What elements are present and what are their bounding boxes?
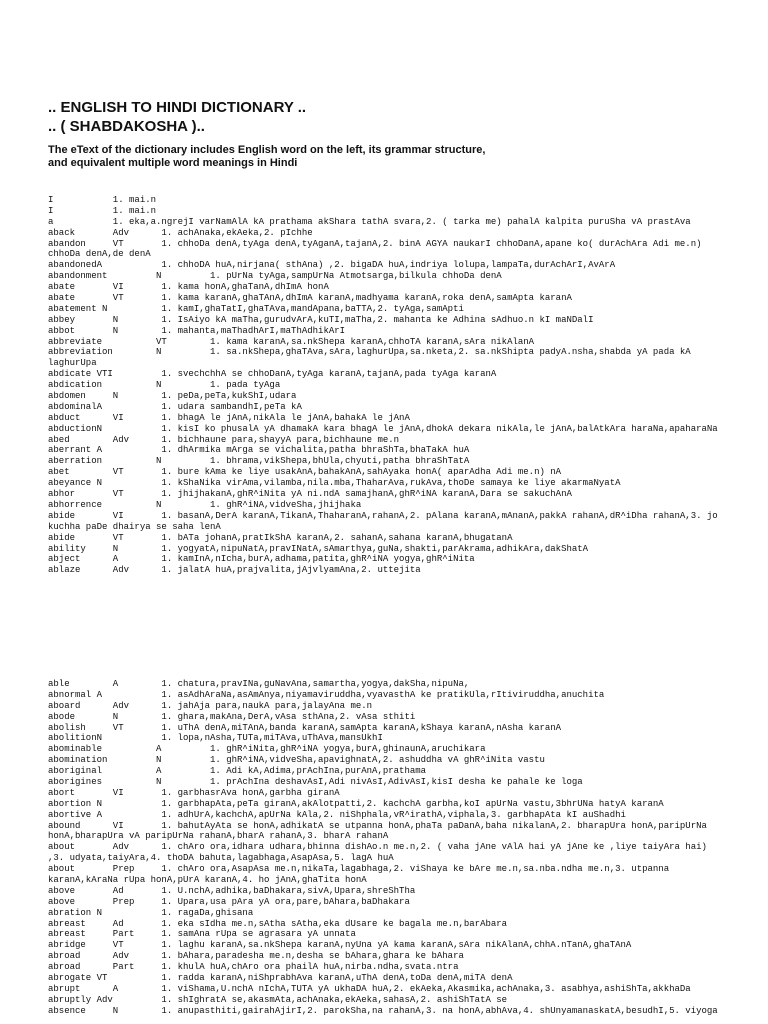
dictionary-entry-line: abomination N 1. ghR^iNA,vidveSha,apavighnatA,2. ashuddha vA ghR^iNita vastu (48, 755, 545, 766)
dictionary-entry-line: abbey N 1. IsAiyo kA maTha,gurudvArA,kuTI,maTha,2. mahanta ke Adhina sAdhuo.n kI maNDalI (48, 314, 594, 325)
dictionary-entry-line: abeyance N 1. kShaNika virAma,vilamba,nila.mba,ThaharAva,rukAva,thoDe samaya ke liye akarmaNyatA (48, 478, 621, 489)
intro-paragraph (48, 144, 728, 170)
dictionary-entry-line: absence N 1. anupasthiti,gairahAjirI,2. parokSha,na rahanA,3. na honA,abhAva,4. shUnyamanaskatA,besudhI,5. viyoga (48, 1005, 718, 1016)
dictionary-entry-line: aboard Adv 1. jahAja para,naukA para,jalayAna me.n (48, 700, 373, 711)
dictionary-entry-line: abration N 1. ragaDa,ghisana (48, 907, 254, 918)
dictionary-entry-line: honA,bharapUra vA paripUrNa rahanA,bharA rahanA,3. bharA rahanA (48, 831, 389, 842)
dictionary-entry-line: aberrant A 1. dhArmika mArga se vichalita,patha bhraShTa,bhaTakA huA (48, 445, 470, 456)
dictionary-entry-line: aberration N 1. bhrama,vikShepa,bhUla,chyuti,patha bhraShTatA (48, 456, 470, 467)
dictionary-entry-line: aborigines N 1. prAchIna deshavAsI,Adi nivAsI,AdivAsI,kisI desha ke pahale ke loga (48, 777, 583, 788)
dictionary-entry-line: abdicate VTI 1. svechchhA se chhoDanA,tyAga karanA,tajanA,pada tyAga karanA (48, 369, 497, 380)
dictionary-entry-line: abdication N 1. pada tyAga (48, 380, 281, 391)
dictionary-entry-line: abdominalA 1. udara sambandhI,peTa kA (48, 401, 302, 412)
dictionary-entry-line: ,3. udyata,taiyAra,4. thoDA bahuta,lagabhaga,AsapAsa,5. lagA huA (48, 853, 394, 864)
dictionary-entry-line: abridge VT 1. laghu karanA,sa.nkShepa karanA,nyUna yA kama karanA,sAra nikAlanA,chhA.nTanA,ghaTAnA (48, 940, 632, 951)
dictionary-entry-line: about Adv 1. chAro ora,idhara udhara,bhinna dishAo.n me.n,2. ( vaha jAne vAlA hai yA jAne ke ,liye taiyAra hai) (48, 842, 707, 853)
dictionary-entry-line: abatement N 1. kamI,ghaTatI,ghaTAva,mandApana,baTTA,2. tyAga,samApti (48, 303, 464, 314)
dictionary-entry-line: abed Adv 1. bichhaune para,shayyA para,bichhaune me.n (48, 434, 400, 445)
dictionary-entry-line: karanA,kAraNa rUpa honA,pUrA karanA,4. ho jAnA,ghaTita honA (48, 875, 367, 886)
dictionary-entry-line: abode N 1. ghara,makAna,DerA,vAsa sthAna,2. vAsa sthiti (48, 711, 416, 722)
dictionary-entry-line: abort VI 1. garbhasrAva honA,garbha giranA (48, 787, 340, 798)
dictionary-entry-line: above Ad 1. U.nchA,adhika,baDhakara,sivA,Upara,shreShTha (48, 885, 416, 896)
dictionary-entry-line: abroad Part 1. khulA huA,chAro ora phailA huA,nirba.ndha,svata.ntra (48, 962, 459, 973)
dictionary-entry-line: able A 1. chatura,pravINa,guNavAna,samartha,yogya,dakSha,nipuNa, (48, 679, 470, 689)
dictionary-entry-line: abbot N 1. mahanta,maThadhArI,maThAdhikArI (48, 325, 346, 336)
dictionary-entry-line: abolitionN 1. lopa,nAsha,TUTa,miTAva,uThAva,mansUkhI (48, 733, 383, 744)
dictionary-entry-line: abate VT 1. kama karanA,ghaTAnA,dhImA karanA,madhyama karanA,roka denA,samApta karanA (48, 293, 572, 304)
dictionary-entry-line: abet VT 1. bure kAma ke liye usakAnA,bahakAnA,sahAyaka honA( aparAdha Adi me.n) nA (48, 467, 562, 478)
dictionary-entry-line: above Prep 1. Upara,usa pAra yA ora,pare,bAhara,baDhakara (48, 896, 410, 907)
dictionary-entry-line: abortion N 1. garbhapAta,peTa giranA,akAlotpatti,2. kachchA garbha,koI apUrNa vastu,3bhrUNa hatyA karanA (48, 798, 664, 809)
dictionary-entry-line: abandonedA 1. chhoDA huA,nirjana( sthAna) ,2. bigaDA huA,indriya lolupa,lampaTa,durAchArI,AvArA (48, 260, 616, 271)
page-title: .. ENGLISH TO HINDI DICTIONARY .. (48, 99, 307, 116)
dictionary-entry-line: abdomen N 1. peDa,peTa,kukShI,udara (48, 391, 297, 402)
dictionary-entry-line: abortive A 1. adhUrA,kachchA,apUrNa kAla,2. niShphala,vR^irathA,viphala,3. garbhapAta kI auShadhi (48, 809, 626, 820)
dictionary-entry-line: abbreviate VT 1. kama karanA,sa.nkShepa karanA,chhoTA karanA,sAra nikAlanA (48, 336, 535, 347)
intro-line: and equivalent multiple word meanings in Hindi (48, 157, 298, 169)
page-subtitle: .. ( SHABDAKOSHA ).. (48, 118, 205, 135)
dictionary-entry-line: abominable A 1. ghR^iNita,ghR^iNA yogya,burA,ghinaunA,aruchikara (48, 744, 486, 755)
dictionary-entry-line: ability N 1. yogyatA,nipuNatA,pravINatA,sAmarthya,guNa,shakti,parAkrama,adhikAra,dakShatA (48, 543, 589, 554)
dictionary-entry-line: abbreviation N 1. sa.nkShepa,ghaTAva,sAra,laghurUpa,sa.nketa,2. sa.nkShipta padyA.nsha,shabda yA pada kA (48, 347, 691, 358)
dictionary-entry-line: abductionN 1. kisI ko phusalA yA dhamakA kara bhagA le jAnA,dhokA dekara nikAla,le jAnA,balAtkAra haraNa,apaharaNa (48, 423, 718, 434)
dictionary-entry-line: abject A 1. kamInA,nIcha,burA,adhama,patita,ghR^iNA yogya,ghR^iNita (48, 554, 475, 565)
dictionary-entry-line: abolish VT 1. uThA denA,miTAnA,banda karanA,samApta karanA,kShaya karanA,nAsha karanA (48, 722, 562, 733)
dictionary-entry-line: laghurUpa (48, 358, 97, 369)
dictionary-entry-line: abduct VI 1. bhagA le jAnA,nikAla le jAnA,bahakA le jAnA (48, 412, 410, 423)
dictionary-entry-line: a 1. eka,a.ngrejI varNamAlA kA prathama akShara tathA svara,2. ( tarka me) pahalA kalpita puruSha vA prastAva (48, 216, 691, 227)
intro-line: The eText of the dictionary includes English word on the left, its grammar structure, (48, 144, 486, 156)
dictionary-entry-line: chhoDa denA,de denA (48, 249, 151, 260)
dictionary-entry-line: aboriginal A 1. Adi kA,Adima,prAchIna,purAnA,prathama (48, 766, 427, 777)
dictionary-entry-line: I 1. mai.n (48, 205, 157, 216)
dictionary-entries-page-2 (48, 679, 763, 1024)
dictionary-entry-line: abreast Part 1. samAna rUpa se agrasara yA unnata (48, 929, 356, 940)
dictionary-entry-line: abhor VT 1. jhijhakanA,ghR^iNita yA ni.ndA samajhanA,ghR^iNA karanA,Dara se sakuchAnA (48, 489, 572, 500)
dictionary-entry-line: about Prep 1. chAro ora,AsapAsa me.n,nikaTa,lagabhaga,2. viShaya ke bAre me.n,sa.nba.ndha me.n,3. utpanna (48, 864, 670, 875)
dictionary-entry-line: abandonment N 1. pUrNa tyAga,sampUrNa Atmotsarga,bilkula chhoDa denA (48, 271, 502, 282)
dictionary-entry-line: abrupt A 1. viShama,U.nchA nIchA,TUTA yA ukhaDA huA,2. ekAeka,Akasmika,achAnaka,3. asabhya,ashiShTa,akkhaDa (48, 983, 691, 994)
dictionary-entry-line: abreast Ad 1. eka sIdha me.n,sAtha sAtha,eka dUsare ke bagala me.n,barAbara (48, 918, 508, 929)
dictionary-entries-page-1 (48, 195, 763, 576)
dictionary-entry-line: I 1. mai.n (48, 195, 157, 205)
dictionary-entry-line: abandon VT 1. chhoDa denA,tyAga denA,tyAganA,tajanA,2. binA AGYA naukarI chhoDanA,apane ko( durAchAra Adi me.n) (48, 238, 702, 249)
dictionary-entry-line: abhorrence N 1. ghR^iNA,vidveSha,jhijhaka (48, 499, 362, 510)
dictionary-entry-line: abide VT 1. bATa johanA,pratIkShA karanA,2. sahanA,sahana karanA,bhugatanA (48, 532, 513, 543)
dictionary-entry-line: aback Adv 1. achAnaka,ekAeka,2. pIchhe (48, 227, 313, 238)
dictionary-entry-line: abide VI 1. basanA,DerA karanA,TikanA,ThaharanA,rahanA,2. pAlana karanA,mAnanA,pakkA rahanA,dR^iDha rahanA,3. jo (48, 510, 718, 521)
dictionary-entry-line: kuchha paDe dhairya se saha lenA (48, 521, 221, 532)
dictionary-entry-line: abrogate VT 1. radda karanA,niShprabhAva karanA,uThA denA,toDa denA,miTA denA (48, 973, 513, 984)
dictionary-entry-line: abroad Adv 1. bAhara,paradesha me.n,desha se bAhara,ghara ke bAhara (48, 951, 464, 962)
dictionary-entry-line: abound VI 1. bahutAyAta se honA,adhikatA se utpanna honA,phaTa paDanA,baha nikalanA,2. bharapUra honA,paripUrNa (48, 820, 707, 831)
dictionary-entry-line: abnormal A 1. asAdhAraNa,asAmAnya,niyamaviruddha,vyavasthA ke pratikUla,rItiviruddha,anuchita (48, 689, 605, 700)
dictionary-entry-line: ablaze Adv 1. jalatA huA,prajvalita,jAjvlyamAna,2. uttejita (48, 565, 421, 576)
dictionary-entry-line: abruptly Adv 1. shIghratA se,akasmAta,achAnaka,ekAeka,sahasA,2. ashiShTatA se (48, 994, 508, 1005)
dictionary-entry-line: abate VI 1. kama honA,ghaTanA,dhImA honA (48, 282, 329, 293)
